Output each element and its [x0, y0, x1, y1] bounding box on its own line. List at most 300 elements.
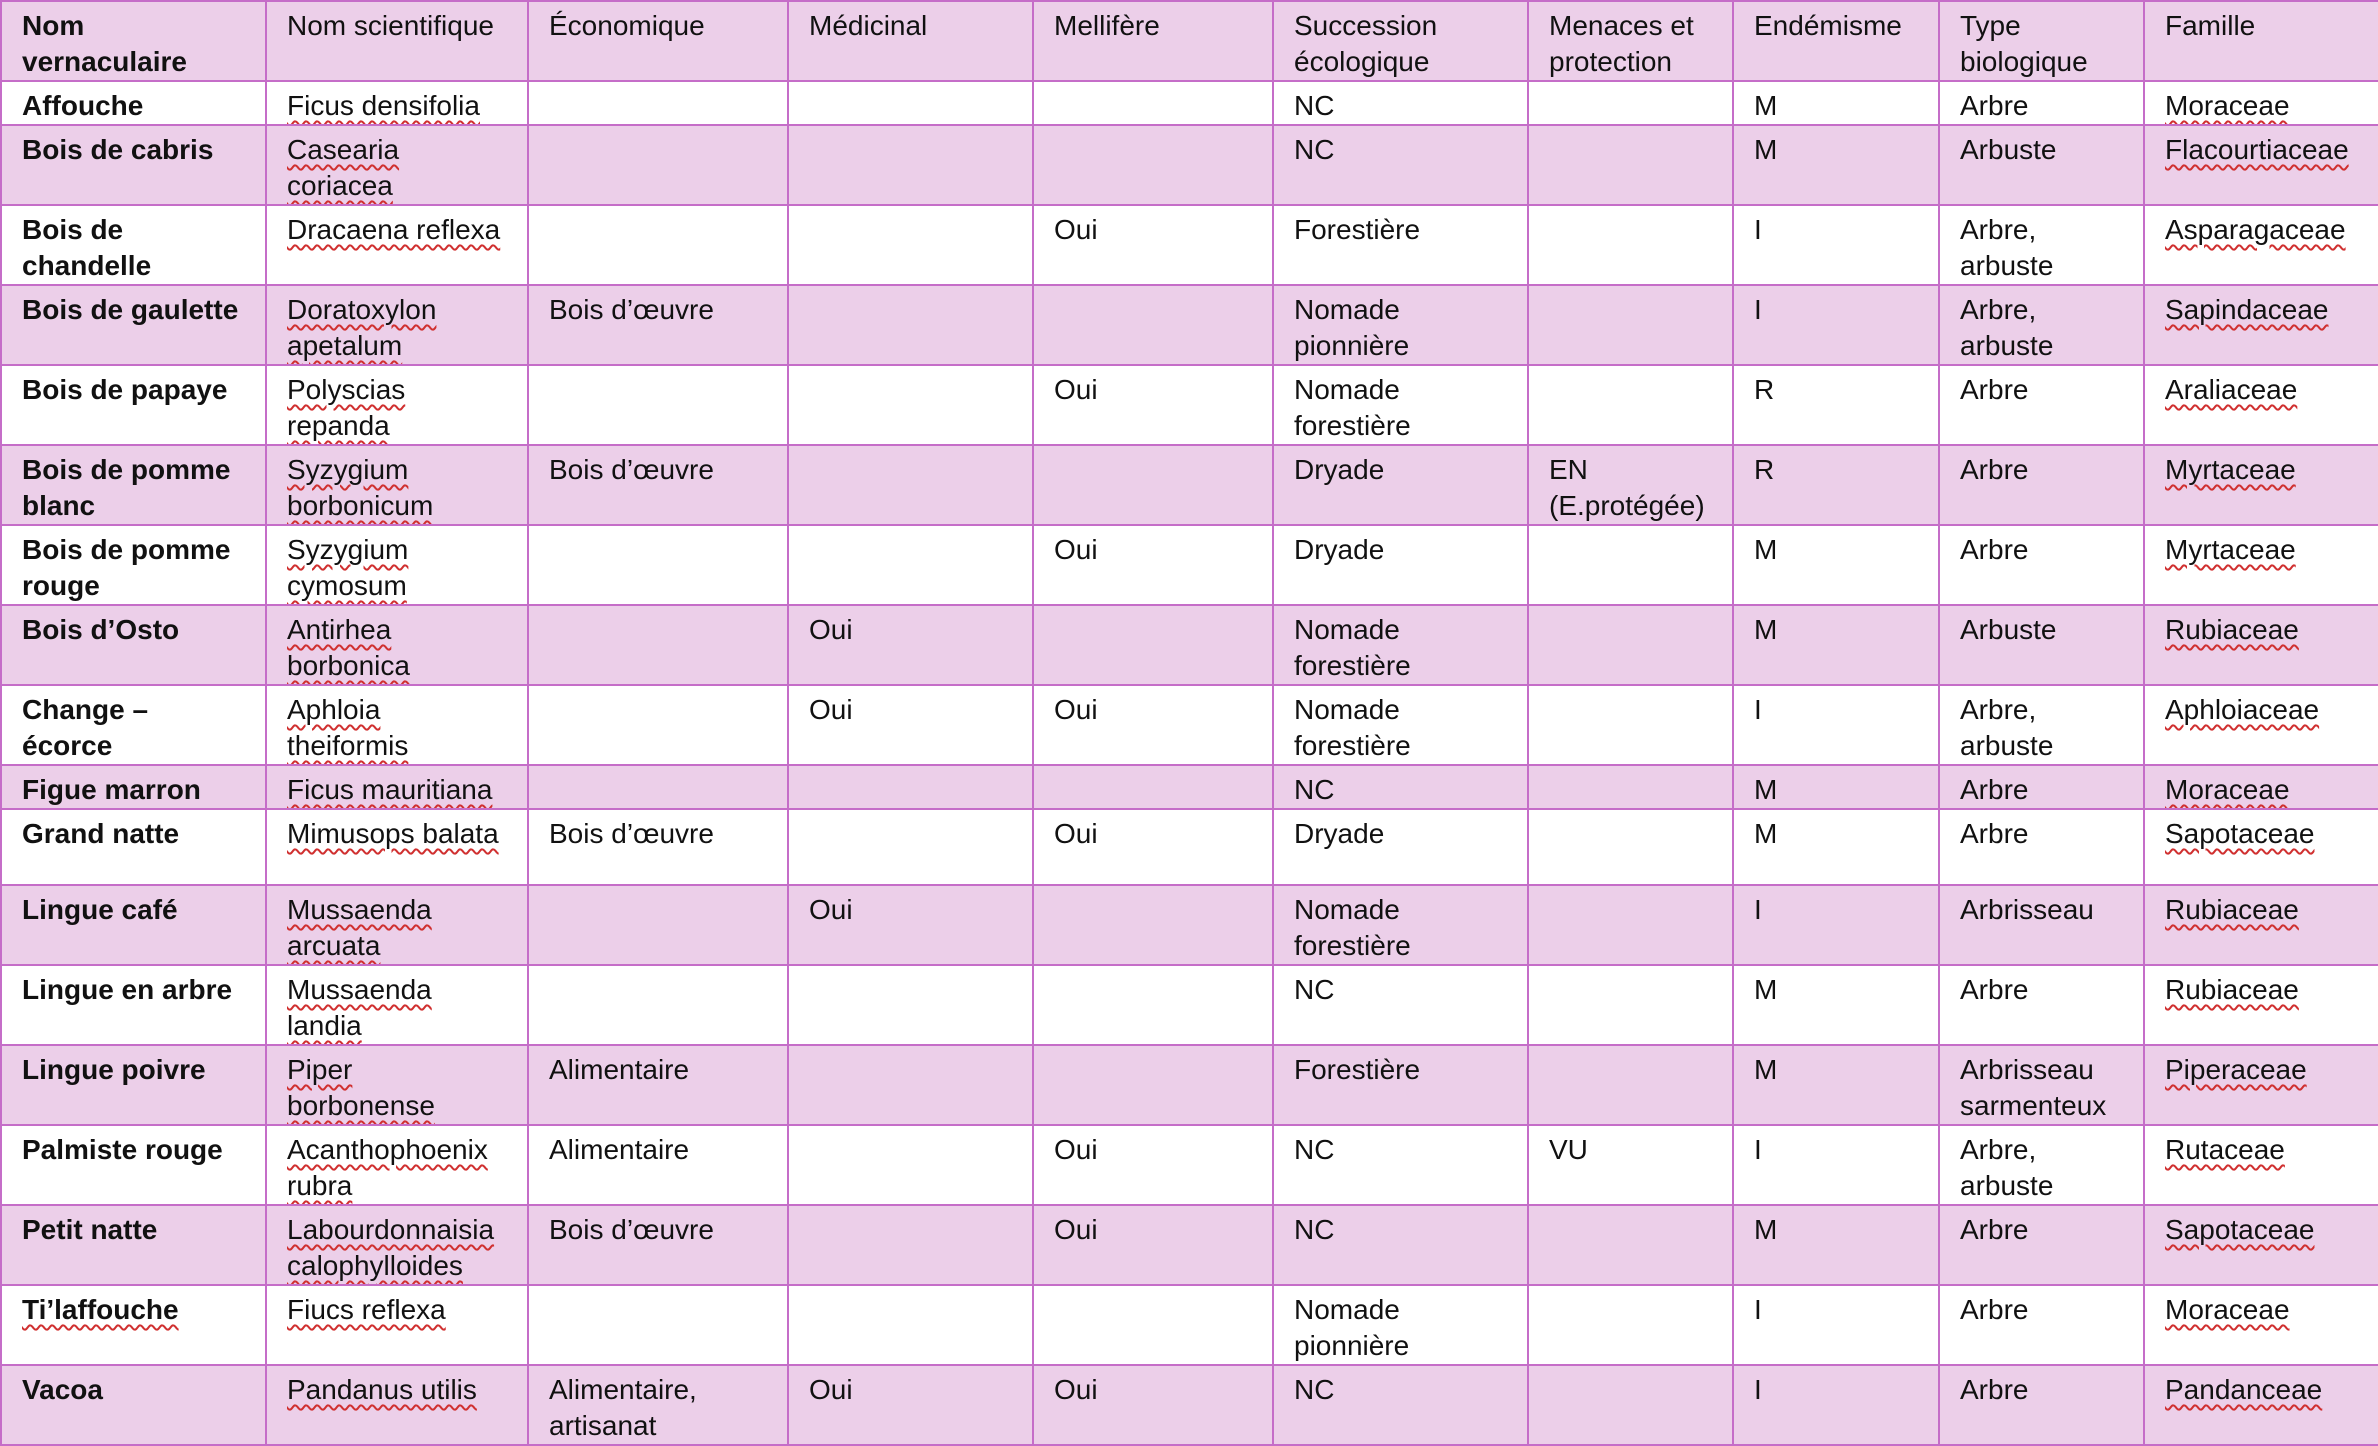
cell-nom-scientifique: [266, 765, 528, 809]
succession-text: Dryade: [1294, 818, 1385, 849]
cell-medicinal: [788, 685, 1033, 765]
cell-endemisme: [1733, 885, 1939, 965]
cell-medicinal: [788, 885, 1033, 965]
type-biologique-text: Arbre: [1960, 1374, 2029, 1405]
nom-scientifique-text: Ficus mauritiana: [287, 774, 493, 805]
endemisme-text: M: [1754, 90, 1778, 121]
nom-vernaculaire-text: Ti’laffouche: [22, 1294, 179, 1325]
nom-vernaculaire-text: Bois d’Osto: [22, 614, 180, 645]
cell-endemisme: [1733, 809, 1939, 885]
cell-nom-vernaculaire: [1, 605, 266, 685]
economique-text: Bois d’œuvre: [549, 818, 714, 849]
mellifere-text: Oui: [1054, 1374, 1098, 1405]
cell-type-biologique: [1939, 1125, 2144, 1205]
endemisme-text: M: [1754, 1054, 1778, 1085]
cell-economique: [528, 685, 788, 765]
succession-text: Nomade forestière: [1294, 694, 1411, 761]
cell-succession: [1273, 365, 1528, 445]
medicinal-text: Oui: [809, 614, 853, 645]
cell-medicinal: [788, 445, 1033, 525]
endemisme-text: M: [1754, 974, 1778, 1005]
nom-vernaculaire-text: Figue marron: [22, 774, 201, 805]
cell-nom-scientifique: [266, 525, 528, 605]
famille-text: Moraceae: [2165, 90, 2290, 121]
cell-type-biologique: [1939, 1205, 2144, 1285]
cell-nom-vernaculaire: [1, 685, 266, 765]
cell-menaces: [1528, 285, 1733, 365]
table-row: [1, 1045, 2378, 1125]
header-succession: Succession écologique: [1273, 1, 1528, 81]
type-biologique-text: Arbre, arbuste: [1960, 214, 2054, 281]
cell-succession: [1273, 605, 1528, 685]
cell-famille: [2144, 81, 2378, 125]
cell-succession: [1273, 205, 1528, 285]
cell-economique: [528, 1125, 788, 1205]
cell-endemisme: [1733, 685, 1939, 765]
cell-type-biologique: [1939, 205, 2144, 285]
mellifere-text: Oui: [1054, 374, 1098, 405]
menaces-text: VU: [1549, 1134, 1588, 1165]
famille-text: Asparagaceae: [2165, 214, 2346, 245]
famille-text: Aphloiaceae: [2165, 694, 2320, 725]
header-nom-vernaculaire: Nom vernaculaire: [1, 1, 266, 81]
famille-text: Rubiaceae: [2165, 894, 2299, 925]
cell-famille: [2144, 1285, 2378, 1365]
cell-medicinal: [788, 81, 1033, 125]
menaces-text: EN (E.protégée): [1549, 454, 1705, 521]
nom-vernaculaire-text: Lingue en arbre: [22, 974, 233, 1005]
endemisme-text: I: [1754, 694, 1762, 725]
nom-vernaculaire-text: Bois de gaulette: [22, 294, 239, 325]
famille-text: Sapotaceae: [2165, 1214, 2315, 1245]
cell-nom-scientifique: [266, 1125, 528, 1205]
cell-medicinal: [788, 1285, 1033, 1365]
famille-text: Sapotaceae: [2165, 818, 2315, 849]
endemisme-text: I: [1754, 294, 1762, 325]
endemisme-text: R: [1754, 374, 1775, 405]
cell-famille: [2144, 205, 2378, 285]
cell-succession: [1273, 765, 1528, 809]
cell-nom-vernaculaire: [1, 285, 266, 365]
succession-text: NC: [1294, 90, 1335, 121]
cell-nom-vernaculaire: [1, 1365, 266, 1445]
cell-succession: [1273, 445, 1528, 525]
table-row: [1, 1205, 2378, 1285]
cell-economique: [528, 809, 788, 885]
cell-famille: [2144, 1365, 2378, 1445]
cell-type-biologique: [1939, 1285, 2144, 1365]
cell-mellifere: [1033, 1285, 1273, 1365]
nom-vernaculaire-text: Bois de pomme rouge: [22, 534, 231, 601]
famille-text: Araliaceae: [2165, 374, 2298, 405]
cell-nom-vernaculaire: [1, 809, 266, 885]
cell-mellifere: [1033, 285, 1273, 365]
cell-nom-vernaculaire: [1, 765, 266, 809]
cell-succession: [1273, 1205, 1528, 1285]
table-row: [1, 365, 2378, 445]
cell-nom-vernaculaire: [1, 1045, 266, 1125]
endemisme-text: I: [1754, 1294, 1762, 1325]
succession-text: NC: [1294, 974, 1335, 1005]
table-row: [1, 285, 2378, 365]
type-biologique-text: Arbre: [1960, 454, 2029, 485]
succession-text: Dryade: [1294, 454, 1385, 485]
type-biologique-text: Arbre: [1960, 818, 2029, 849]
succession-text: NC: [1294, 1134, 1335, 1165]
header-mellifere: Mellifère: [1033, 1, 1273, 81]
cell-mellifere: [1033, 81, 1273, 125]
nom-scientifique-text: Mussaenda arcuata: [287, 894, 432, 961]
succession-text: NC: [1294, 134, 1335, 165]
cell-type-biologique: [1939, 809, 2144, 885]
cell-endemisme: [1733, 365, 1939, 445]
nom-scientifique-text: Casearia coriacea: [287, 134, 400, 201]
cell-famille: [2144, 125, 2378, 205]
cell-nom-scientifique: [266, 81, 528, 125]
nom-vernaculaire-text: Lingue poivre: [22, 1054, 206, 1085]
cell-medicinal: [788, 1125, 1033, 1205]
cell-nom-vernaculaire: [1, 885, 266, 965]
cell-mellifere: [1033, 125, 1273, 205]
cell-endemisme: [1733, 125, 1939, 205]
cell-medicinal: [788, 285, 1033, 365]
cell-medicinal: [788, 1205, 1033, 1285]
cell-succession: [1273, 965, 1528, 1045]
mellifere-text: Oui: [1054, 534, 1098, 565]
endemisme-text: M: [1754, 774, 1778, 805]
cell-economique: [528, 765, 788, 809]
succession-text: Nomade forestière: [1294, 894, 1411, 961]
cell-succession: [1273, 1125, 1528, 1205]
cell-medicinal: [788, 365, 1033, 445]
header-famille: Famille: [2144, 1, 2378, 81]
cell-menaces: [1528, 685, 1733, 765]
cell-succession: [1273, 285, 1528, 365]
cell-nom-vernaculaire: [1, 1125, 266, 1205]
cell-menaces: [1528, 1045, 1733, 1125]
cell-nom-scientifique: [266, 125, 528, 205]
economique-text: Bois d’œuvre: [549, 294, 714, 325]
cell-menaces: [1528, 1365, 1733, 1445]
type-biologique-text: Arbre: [1960, 1214, 2029, 1245]
cell-type-biologique: [1939, 885, 2144, 965]
cell-menaces: [1528, 365, 1733, 445]
cell-nom-vernaculaire: [1, 525, 266, 605]
famille-text: Myrtaceae: [2165, 454, 2296, 485]
cell-endemisme: [1733, 81, 1939, 125]
cell-famille: [2144, 1205, 2378, 1285]
succession-text: NC: [1294, 1374, 1335, 1405]
cell-endemisme: [1733, 965, 1939, 1045]
cell-menaces: [1528, 1205, 1733, 1285]
cell-type-biologique: [1939, 125, 2144, 205]
cell-economique: [528, 285, 788, 365]
cell-mellifere: [1033, 1045, 1273, 1125]
type-biologique-text: Arbuste: [1960, 134, 2057, 165]
cell-nom-vernaculaire: [1, 1205, 266, 1285]
cell-economique: [528, 1045, 788, 1125]
cell-economique: [528, 445, 788, 525]
cell-menaces: [1528, 81, 1733, 125]
table-row: [1, 445, 2378, 525]
table-row: [1, 205, 2378, 285]
cell-famille: [2144, 365, 2378, 445]
cell-mellifere: [1033, 525, 1273, 605]
cell-mellifere: [1033, 605, 1273, 685]
cell-endemisme: [1733, 285, 1939, 365]
nom-vernaculaire-text: Grand natte: [22, 818, 180, 849]
cell-economique: [528, 525, 788, 605]
table-body: [1, 81, 2378, 1445]
nom-scientifique-text: Mimusops balata: [287, 818, 499, 849]
cell-type-biologique: [1939, 365, 2144, 445]
cell-type-biologique: [1939, 81, 2144, 125]
cell-famille: [2144, 765, 2378, 809]
famille-text: Pandanceae: [2165, 1374, 2323, 1405]
famille-text: Rubiaceae: [2165, 614, 2299, 645]
cell-nom-scientifique: [266, 965, 528, 1045]
table-row: [1, 1285, 2378, 1365]
famille-text: Moraceae: [2165, 1294, 2290, 1325]
nom-scientifique-text: Ficus densifolia: [287, 90, 480, 121]
cell-famille: [2144, 685, 2378, 765]
cell-succession: [1273, 1045, 1528, 1125]
cell-nom-scientifique: [266, 365, 528, 445]
cell-medicinal: [788, 809, 1033, 885]
succession-text: Forestière: [1294, 1054, 1421, 1085]
mellifere-text: Oui: [1054, 1134, 1098, 1165]
cell-medicinal: [788, 605, 1033, 685]
table-row: [1, 809, 2378, 885]
nom-scientifique-text: Antirhea borbonica: [287, 614, 410, 681]
endemisme-text: I: [1754, 1134, 1762, 1165]
table-row: [1, 765, 2378, 809]
succession-text: NC: [1294, 1214, 1335, 1245]
succession-text: Nomade pionnière: [1294, 294, 1410, 361]
succession-text: Forestière: [1294, 214, 1421, 245]
cell-nom-scientifique: [266, 605, 528, 685]
cell-endemisme: [1733, 1365, 1939, 1445]
cell-economique: [528, 81, 788, 125]
nom-scientifique-text: Pandanus utilis: [287, 1374, 477, 1405]
type-biologique-text: Arbre, arbuste: [1960, 694, 2054, 761]
economique-text: Alimentaire: [549, 1054, 690, 1085]
table-row: [1, 605, 2378, 685]
cell-mellifere: [1033, 205, 1273, 285]
cell-type-biologique: [1939, 685, 2144, 765]
endemisme-text: M: [1754, 818, 1778, 849]
cell-succession: [1273, 685, 1528, 765]
header-medicinal: Médicinal: [788, 1, 1033, 81]
nom-vernaculaire-text: Bois de chandelle: [22, 214, 152, 281]
economique-text: Bois d’œuvre: [549, 1214, 714, 1245]
cell-menaces: [1528, 765, 1733, 809]
succession-text: Nomade forestière: [1294, 374, 1411, 441]
nom-vernaculaire-text: Bois de papaye: [22, 374, 228, 405]
cell-economique: [528, 1365, 788, 1445]
mellifere-text: Oui: [1054, 1214, 1098, 1245]
nom-scientifique-text: Polyscias repanda: [287, 374, 406, 441]
succession-text: NC: [1294, 774, 1335, 805]
cell-type-biologique: [1939, 525, 2144, 605]
cell-mellifere: [1033, 1205, 1273, 1285]
famille-text: Rutaceae: [2165, 1134, 2285, 1165]
cell-famille: [2144, 445, 2378, 525]
cell-nom-scientifique: [266, 1205, 528, 1285]
cell-mellifere: [1033, 965, 1273, 1045]
cell-type-biologique: [1939, 1045, 2144, 1125]
cell-economique: [528, 965, 788, 1045]
cell-mellifere: [1033, 445, 1273, 525]
nom-scientifique-text: Syzygium borbonicum: [287, 454, 434, 521]
mellifere-text: Oui: [1054, 694, 1098, 725]
cell-famille: [2144, 965, 2378, 1045]
cell-succession: [1273, 81, 1528, 125]
table-row: [1, 1125, 2378, 1205]
medicinal-text: Oui: [809, 1374, 853, 1405]
type-biologique-text: Arbre, arbuste: [1960, 1134, 2054, 1201]
cell-endemisme: [1733, 1205, 1939, 1285]
cell-economique: [528, 1205, 788, 1285]
cell-menaces: [1528, 605, 1733, 685]
cell-mellifere: [1033, 809, 1273, 885]
cell-medicinal: [788, 765, 1033, 809]
nom-scientifique-text: Doratoxylon apetalum: [287, 294, 437, 361]
cell-medicinal: [788, 1365, 1033, 1445]
cell-succession: [1273, 1285, 1528, 1365]
cell-succession: [1273, 809, 1528, 885]
table-row: [1, 1365, 2378, 1445]
type-biologique-text: Arbuste: [1960, 614, 2057, 645]
cell-famille: [2144, 525, 2378, 605]
nom-vernaculaire-text: Change – écorce: [22, 694, 149, 761]
cell-mellifere: [1033, 1125, 1273, 1205]
cell-mellifere: [1033, 885, 1273, 965]
cell-economique: [528, 365, 788, 445]
endemisme-text: R: [1754, 454, 1775, 485]
cell-famille: [2144, 1125, 2378, 1205]
table-row: [1, 525, 2378, 605]
cell-menaces: [1528, 965, 1733, 1045]
endemisme-text: M: [1754, 534, 1778, 565]
header-economique: Économique: [528, 1, 788, 81]
cell-nom-vernaculaire: [1, 205, 266, 285]
cell-famille: [2144, 285, 2378, 365]
endemisme-text: I: [1754, 894, 1762, 925]
cell-famille: [2144, 605, 2378, 685]
nom-vernaculaire-text: Petit natte: [22, 1214, 158, 1245]
nom-scientifique-text: Acanthophoenix rubra: [287, 1134, 488, 1201]
cell-endemisme: [1733, 445, 1939, 525]
nom-vernaculaire-text: Palmiste rouge: [22, 1134, 223, 1165]
type-biologique-text: Arbre: [1960, 1294, 2029, 1325]
cell-medicinal: [788, 1045, 1033, 1125]
cell-medicinal: [788, 965, 1033, 1045]
cell-economique: [528, 885, 788, 965]
nom-vernaculaire-text: Vacoa: [22, 1374, 103, 1405]
endemisme-text: I: [1754, 214, 1762, 245]
type-biologique-text: Arbre: [1960, 534, 2029, 565]
type-biologique-text: Arbre: [1960, 374, 2029, 405]
endemisme-text: M: [1754, 1214, 1778, 1245]
cell-menaces: [1528, 885, 1733, 965]
cell-type-biologique: [1939, 1365, 2144, 1445]
header-nom-scientifique: Nom scientifique: [266, 1, 528, 81]
cell-menaces: [1528, 1285, 1733, 1365]
cell-endemisme: [1733, 605, 1939, 685]
type-biologique-text: Arbre, arbuste: [1960, 294, 2054, 361]
cell-famille: [2144, 1045, 2378, 1125]
cell-endemisme: [1733, 1125, 1939, 1205]
table-row: [1, 885, 2378, 965]
famille-text: Moraceae: [2165, 774, 2290, 805]
medicinal-text: Oui: [809, 894, 853, 925]
cell-endemisme: [1733, 525, 1939, 605]
cell-menaces: [1528, 1125, 1733, 1205]
cell-menaces: [1528, 205, 1733, 285]
medicinal-text: Oui: [809, 694, 853, 725]
economique-text: Alimentaire, artisanat: [549, 1374, 697, 1441]
nom-vernaculaire-text: Bois de cabris: [22, 134, 214, 165]
table-row: [1, 81, 2378, 125]
famille-text: Myrtaceae: [2165, 534, 2296, 565]
cell-medicinal: [788, 205, 1033, 285]
header-row: [1, 1, 2378, 81]
nom-scientifique-text: Syzygium cymosum: [287, 534, 409, 601]
header-endemisme: Endémisme: [1733, 1, 1939, 81]
cell-nom-scientifique: [266, 1365, 528, 1445]
famille-text: Flacourtiaceae: [2165, 134, 2349, 165]
cell-type-biologique: [1939, 285, 2144, 365]
table-row: [1, 125, 2378, 205]
succession-text: Nomade pionnière: [1294, 1294, 1410, 1361]
cell-nom-scientifique: [266, 809, 528, 885]
endemisme-text: M: [1754, 134, 1778, 165]
cell-nom-vernaculaire: [1, 445, 266, 525]
cell-nom-scientifique: [266, 1045, 528, 1125]
cell-nom-vernaculaire: [1, 1285, 266, 1365]
cell-endemisme: [1733, 1285, 1939, 1365]
type-biologique-text: Arbre: [1960, 974, 2029, 1005]
cell-endemisme: [1733, 765, 1939, 809]
cell-nom-vernaculaire: [1, 125, 266, 205]
succession-text: Dryade: [1294, 534, 1385, 565]
succession-text: Nomade forestière: [1294, 614, 1411, 681]
header-type-biologique: Type biologique: [1939, 1, 2144, 81]
type-biologique-text: Arbrisseau: [1960, 894, 2094, 925]
cell-nom-scientifique: [266, 285, 528, 365]
mellifere-text: Oui: [1054, 214, 1098, 245]
header-menaces: Menaces et protection: [1528, 1, 1733, 81]
cell-medicinal: [788, 525, 1033, 605]
type-biologique-text: Arbre: [1960, 774, 2029, 805]
cell-economique: [528, 205, 788, 285]
cell-type-biologique: [1939, 765, 2144, 809]
mellifere-text: Oui: [1054, 818, 1098, 849]
cell-nom-scientifique: [266, 685, 528, 765]
economique-text: Bois d’œuvre: [549, 454, 714, 485]
cell-mellifere: [1033, 365, 1273, 445]
type-biologique-text: Arbrisseau sarmenteux: [1960, 1054, 2107, 1121]
famille-text: Piperaceae: [2165, 1054, 2307, 1085]
cell-nom-vernaculaire: [1, 965, 266, 1045]
cell-mellifere: [1033, 765, 1273, 809]
cell-type-biologique: [1939, 605, 2144, 685]
table-row: [1, 965, 2378, 1045]
cell-endemisme: [1733, 1045, 1939, 1125]
cell-type-biologique: [1939, 965, 2144, 1045]
famille-text: Rubiaceae: [2165, 974, 2299, 1005]
